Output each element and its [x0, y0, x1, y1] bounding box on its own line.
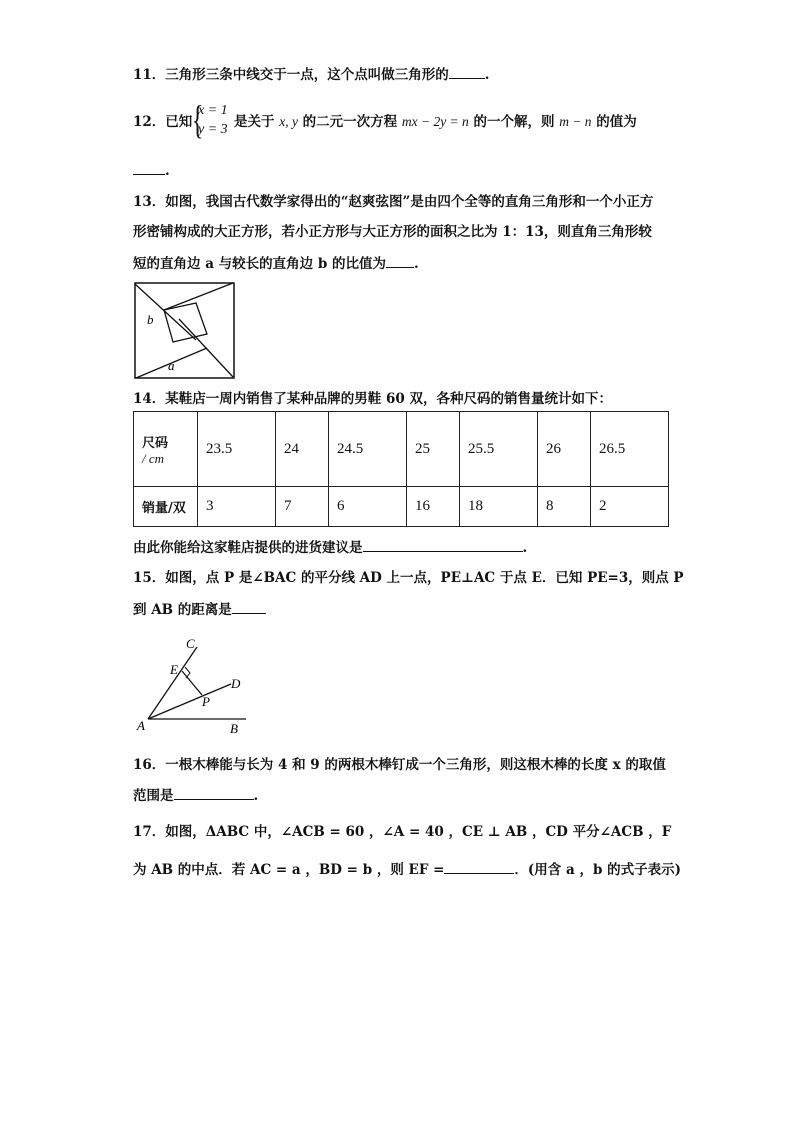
sales-cell: 8 [537, 487, 590, 527]
q12-system-line1: x = 1 [198, 103, 228, 118]
table-row-sizes [134, 412, 669, 487]
q12-equation: mx − 2y = n [401, 114, 469, 129]
q12-system-line2: y = 3 [198, 122, 228, 137]
label-E: E [170, 662, 178, 677]
label-A: A [137, 718, 145, 733]
q13-line1: 13．如图，我国古代数学家得出的“赵爽弦图”是由四个全等的直角三角形和一个小正方 [133, 194, 654, 210]
sales-cell: 7 [275, 487, 328, 527]
q11-text: 11．三角形三条中线交于一点，这个点叫做三角形的 [133, 67, 449, 83]
label-D: D [231, 676, 241, 691]
q12-brace: { [191, 97, 204, 142]
q12-mid3: 的一个解，则 [473, 114, 555, 130]
q12-mid1: 是关于 [234, 114, 275, 130]
size-cell: 24.5 [329, 412, 407, 487]
question-12-rest [234, 112, 774, 132]
q15-line2: 到 AB 的距离是 [133, 602, 232, 618]
triangle-edge-1 [135, 284, 196, 340]
angle-bisector-figure [134, 632, 254, 740]
q11-blank[interactable] [449, 64, 485, 79]
shoe-size-table [133, 411, 669, 527]
q17-line1: 17．如图，ΔABC 中，∠ACB = 60 ，∠A = 40 ，CE ⊥ AB ，CD 平分∠ACB ，F [133, 824, 672, 840]
q12-suffix: 的值为 [596, 114, 637, 130]
label-P: P [202, 694, 210, 709]
question-16-line2 [133, 785, 673, 806]
size-cell: 25.5 [460, 412, 538, 487]
size-head-unit: / cm [142, 450, 165, 466]
table-head-sales: 销量/双 [134, 487, 198, 527]
question-13-line3 [133, 253, 673, 274]
q14-text: 14．某鞋店一周内销售了某种品牌的男鞋 60 双，各种尺码的销售量统计如下： [133, 391, 612, 407]
table-head-size [134, 412, 198, 487]
q13-line3: 短的直角边 a 与较长的直角边 b 的比值为 [133, 256, 386, 272]
label-a: a [168, 358, 175, 373]
q12-answer-line [133, 160, 673, 181]
q14-end: . [522, 540, 528, 556]
q12-prefix: 12．已知 [133, 114, 193, 130]
question-17-line2 [133, 859, 681, 880]
q13-blank[interactable] [386, 253, 414, 268]
size-cell: 25 [406, 412, 459, 487]
size-cell: 26 [537, 412, 590, 487]
q12-equation-system [198, 101, 228, 139]
q12-mid2: 的二元一次方程 [302, 114, 398, 130]
q11-end: . [484, 67, 490, 83]
triangle-edge-2 [164, 283, 233, 310]
table-row-sales [134, 487, 669, 527]
question-14-after [133, 537, 673, 558]
size-cell: 26.5 [591, 412, 669, 487]
label-b: b [147, 312, 154, 327]
q17-line2a: 为 AB 的中点．若 AC = a ，BD = b ，则 EF = [133, 862, 445, 878]
q14-after: 由此你能给这家鞋店提供的进货建议是 [133, 540, 363, 556]
q13-end: . [414, 256, 419, 272]
q12-end: . [165, 163, 170, 179]
q12-blank[interactable] [133, 160, 165, 175]
sales-cell: 18 [460, 487, 538, 527]
q12-vars: x, y [279, 114, 298, 129]
zhao-shuang-figure [134, 282, 236, 380]
q17-blank[interactable] [444, 859, 514, 874]
segment-PE [182, 671, 202, 695]
question-11 [133, 64, 673, 85]
q16-blank[interactable] [174, 785, 254, 800]
small-square [164, 303, 207, 342]
sales-cell: 2 [591, 487, 669, 527]
question-15-line2 [133, 599, 673, 620]
q16-line2: 范围是 [133, 788, 174, 804]
size-cell: 24 [275, 412, 328, 487]
size-head-label: 尺码 [142, 435, 169, 451]
q14-blank[interactable] [363, 537, 523, 552]
q17-line2b: ．(用含 a ，b 的式子表示) [514, 862, 681, 878]
size-cell: 23.5 [198, 412, 276, 487]
q16-end: . [253, 788, 259, 804]
sales-cell: 16 [406, 487, 459, 527]
q15-blank[interactable] [232, 599, 266, 614]
label-B: B [230, 721, 238, 736]
sales-cell: 3 [198, 487, 276, 527]
label-C: C [186, 636, 195, 651]
q16-line1: 16．一根木棒能与长为 4 和 9 的两根木棒钉成一个三角形，则这根木棒的长度 x 的取值 [133, 757, 666, 773]
sales-cell: 6 [329, 487, 407, 527]
q15-line1: 15．如图，点 P 是∠BAC 的平分线 AD 上一点，PE⊥AC 于点 E．已知 PE=3，则点 P [133, 570, 684, 586]
q12-expr: m − n [559, 114, 592, 129]
q13-line2: 形密铺构成的大正方形，若小正方形与大正方形的面积之比为 1：13，则直角三角形较 [133, 224, 652, 240]
